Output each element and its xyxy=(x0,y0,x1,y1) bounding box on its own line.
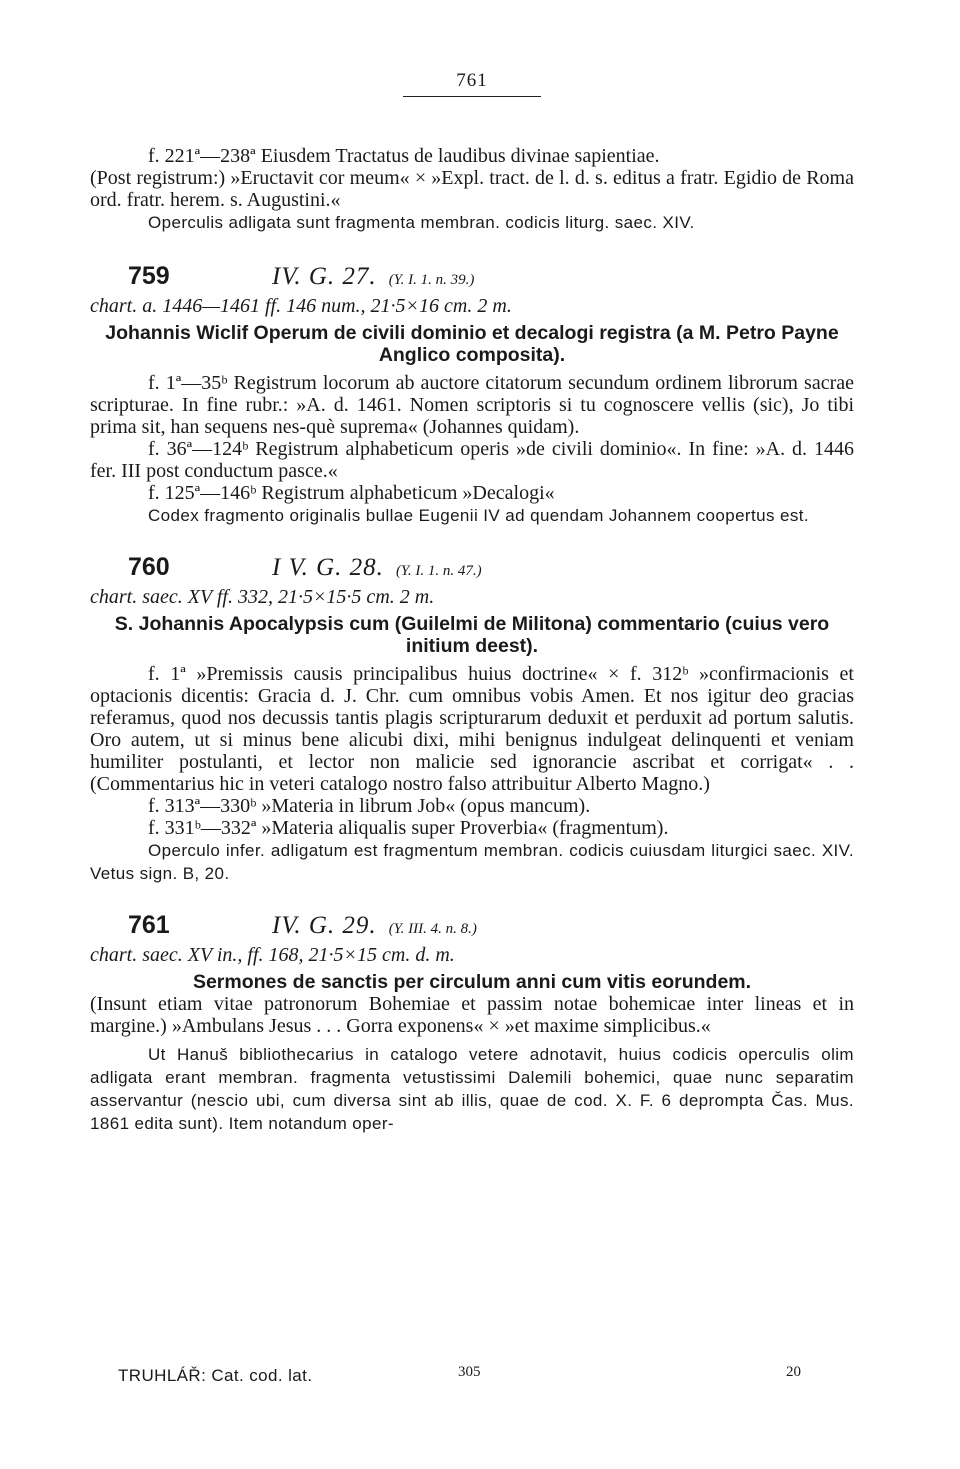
entry-number: 761 xyxy=(128,911,170,939)
page-number: 761 xyxy=(456,70,488,91)
shelf-mark: IV. G. 29. xyxy=(272,912,377,939)
entry-761 xyxy=(90,911,854,1135)
content-paragraph: f. 313ª—330ᵇ »Materia in librum Job« (opus mancum). xyxy=(148,795,591,817)
intro-line: f. 221ª—238ª Eiusdem Tractatus de laudibus divinae sapientiae. xyxy=(148,145,660,167)
entry-number: 760 xyxy=(128,553,170,581)
entry-header xyxy=(90,553,854,585)
entry-note: Codex fragmento originalis bullae Eugenii IV ad quendam Johannem coopertus est. xyxy=(148,506,809,525)
old-signature: (Y. III. 4. n. 8.) xyxy=(388,921,477,937)
old-signature: (Y. I. 1. n. 39.) xyxy=(388,272,475,288)
entry-760 xyxy=(90,553,854,885)
content-paragraph: (Insunt etiam vitae patronorum Bohemiae et passim notae bohemicae inter lineas et in margine.) »Ambulans Jesus . . . Gorra exponens« × »et maxime simplicibus.« xyxy=(90,993,854,1037)
entry-header xyxy=(90,911,854,943)
content-paragraph: f. 1ª—35ᵇ Registrum locorum ab auctore citatorum secundum ordinem librorum sacrae scripturae. In fine rubr.: »A. d. 1461. Nomen scriptoris si tu cognoscere vellis (sic), Jo tibi prima sit, han sequens nes-què suprema« (Johannes quidam). xyxy=(90,372,854,438)
physical-description: chart. a. 1446—1461 ff. 146 num., 21·5×16 cm. 2 m. xyxy=(90,295,512,317)
physical-description: chart. saec. XV in., ff. 168, 21·5×15 cm. d. m. xyxy=(90,944,455,966)
header-rule xyxy=(403,96,541,97)
entry-title: S. Johannis Apocalypsis cum (Guilelmi de Militona) commentario (cuius vero initium deest). xyxy=(114,613,830,657)
entry-note: Ut Hanuš bibliothecarius in catalogo vetere adnotavit, huius codicis operculis olim adligata erant membran. fragmenta vetustissimi Dalemili bohemici, quae nunc separatim asservantur (nescio ubi, cum diversa sint ab illis, quae de cod. X. F. 6 deprompta Čas. Mus. 1861 edita sunt). Item notandum oper- xyxy=(90,1045,854,1133)
content-paragraph: f. 331ᵇ—332ª »Materia aliqualis super Proverbia« (fragmentum). xyxy=(148,817,669,839)
shelf-mark: I V. G. 28. xyxy=(272,554,384,581)
intro-note: Operculis adligata sunt fragmenta membran. codicis liturg. saec. XIV. xyxy=(148,213,695,232)
content-paragraph: f. 125ª—146ᵇ Registrum alphabeticum »Decalogi« xyxy=(148,482,555,504)
intro-text: (Post registrum:) »Eructavit cor meum« × »Expl. tract. de l. d. s. editus a fratr. Egidio de Roma ord. fratr. herem. s. Augustini.« xyxy=(90,167,854,211)
entry-title: Sermones de sanctis per circulum anni cum vitis eorundem. xyxy=(192,971,752,993)
entry-header xyxy=(90,262,854,294)
entry-note: Operculo infer. adligatum est fragmentum membran. codicis cuiusdam liturgici saec. XIV. Vetus sign. B, 20. xyxy=(90,841,854,883)
content-paragraph: f. 1ª »Premissis causis principalibus huius doctrine« × f. 312ᵇ »confirmacionis et optacionis dicentis: Gracia d. J. Chr. cum omnibus vobis Amen. Et nos igitur deo gracias referamus, quod nos decussis tantis plagis scripturarum deduxit et perduxit ad portum salutis. Oro autem, ut si minus bene alicubi dixi, mihi benignus indulgeat delinquenti et veniam humiliter postulanti, et lector non malicie sed ignorancie ascribat et corrigat« . . (Commentarius hic in veteri catalogo nostro falso attribuitur Alberto Magno.) xyxy=(90,663,854,795)
entry-title: Johannis Wiclif Operum de civili dominio et decalogi registra (a M. Petro Payne Anglico composita). xyxy=(105,322,839,366)
footer-source: TRUHLÁŘ: Cat. cod. lat. xyxy=(118,1366,313,1385)
entry-number: 759 xyxy=(128,262,170,290)
catalog-page xyxy=(90,70,854,1135)
footer-signature: 20 xyxy=(786,1364,801,1380)
shelf-mark: IV. G. 27. xyxy=(272,263,377,290)
content-paragraph: f. 36ª—124ᵇ Registrum alphabeticum operis »de civili dominio«. In fine: »A. d. 1446 fer. III post conductum pasce.« xyxy=(90,438,854,482)
intro-block xyxy=(90,145,854,234)
entry-759 xyxy=(90,262,854,527)
physical-description: chart. saec. XV ff. 332, 21·5×15·5 cm. 2 m. xyxy=(90,586,435,608)
old-signature: (Y. I. 1. n. 47.) xyxy=(395,563,482,579)
footer-sheet-number: 305 xyxy=(458,1364,481,1380)
